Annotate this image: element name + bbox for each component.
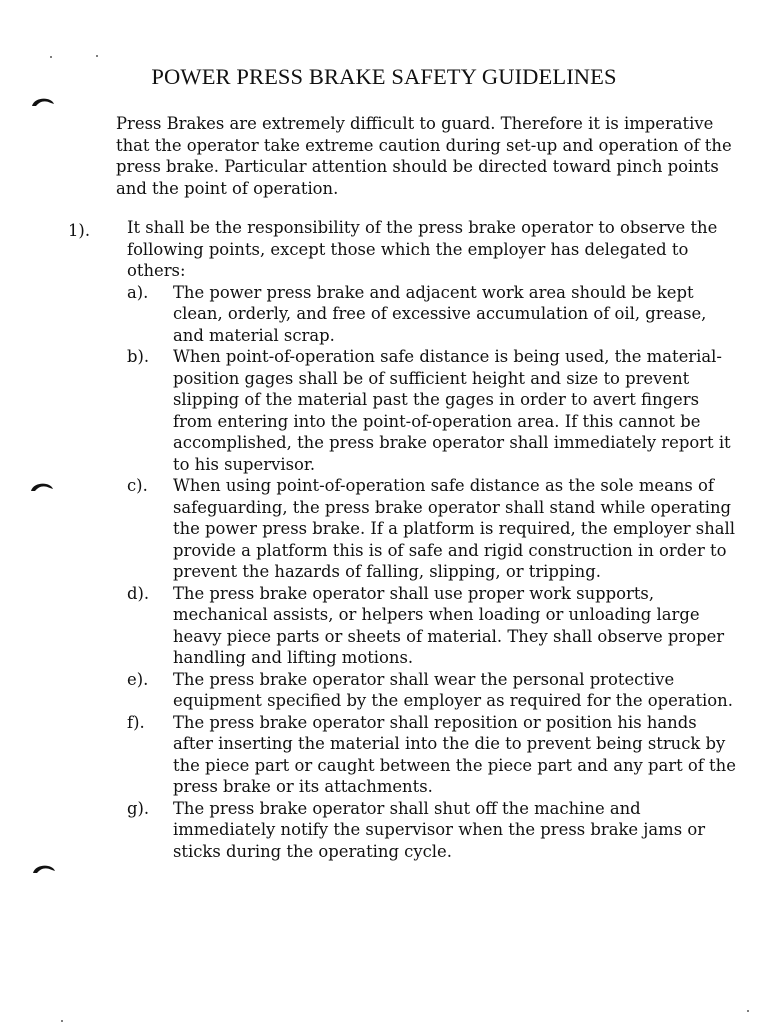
- intro-paragraph: Press Brakes are extremely difficult to guard. Therefore it is imperative that the operator take extreme caution during set-up and operation of the press brake. Particular attention should be directed toward pinch points and the point of operation.: [116, 114, 732, 198]
- subitem-c: [127, 475, 737, 583]
- subitem-g: [127, 798, 737, 863]
- subitem-text: When point-of-operation safe distance is being used, the material-position gages shall be of sufficient height and size to prevent slipping of the material past the gages in order to avert fingers from entering into the point-of-operation area. If this cannot be accomplished, the press brake operator shall immediately report it to his supervisor.: [173, 347, 731, 474]
- item-number: 1).: [68, 221, 91, 240]
- subitem-d: [127, 583, 737, 669]
- scan-speck: [747, 1010, 749, 1012]
- subitem-text: The press brake operator shall reposition or position his hands after inserting the material into the die to prevent being struck by the piece part or caught between the piece part and any part of the press brake or its attachments.: [173, 712, 736, 796]
- subitem-a: [127, 282, 737, 347]
- page-title: POWER PRESS BRAKE SAFETY GUIDELINES: [151, 64, 617, 89]
- subitem-text: The press brake operator shall use proper work supports, mechanical assists, or helpers when loading or unloading large heavy piece parts or sheets of material. They shall observe proper handling and lifting motions.: [173, 583, 725, 667]
- binder-hole-icon: [31, 95, 55, 107]
- subitem-text: The press brake operator shall wear the personal protective equipment specified by the employer as required for the operation.: [173, 669, 733, 710]
- subitem-list: [127, 282, 737, 863]
- subitem-text: The power press brake and adjacent work area should be kept clean, orderly, and free of excessive accumulation of oil, grease, and material scrap.: [173, 282, 707, 345]
- subitem-b: [127, 346, 737, 475]
- scan-speck: [50, 56, 52, 58]
- subitem-e: [127, 669, 737, 712]
- binder-hole-icon: [32, 862, 56, 874]
- subitem-label: f).: [127, 712, 145, 732]
- subitem-label: g).: [127, 798, 150, 818]
- subitem-f: [127, 712, 737, 798]
- subitem-label: b).: [127, 347, 150, 366]
- subitem-text: When using point-of-operation safe distance as the sole means of safeguarding, the press brake operator shall stand while operating the power press brake. If a platform is required, the employer shall provide a platform this is of safe and rigid construction in order to prevent the hazards of falling, slipping, or tripping.: [173, 476, 736, 581]
- item-text: It shall be the responsibility of the press brake operator to observe the following points, except those which the employer has delegated to others:: [127, 218, 718, 280]
- subitem-label: c).: [127, 476, 148, 495]
- subitem-label: a).: [127, 282, 149, 302]
- scan-speck: [96, 55, 98, 57]
- binder-hole-icon: [30, 480, 54, 492]
- scan-speck: [61, 1020, 63, 1022]
- subitem-text: The press brake operator shall shut off the machine and immediately notify the supervisor when the press brake jams or sticks during the operating cycle.: [173, 798, 706, 861]
- subitem-label: d).: [127, 583, 150, 603]
- item-body: [127, 217, 737, 862]
- subitem-label: e).: [127, 669, 149, 689]
